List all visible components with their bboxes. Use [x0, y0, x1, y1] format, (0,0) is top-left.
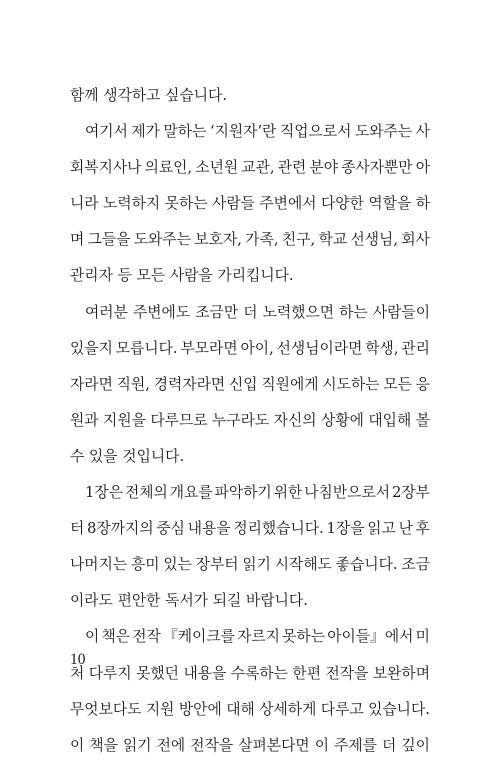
text-word: 하	[415, 195, 430, 213]
text-word: 모릅니다.	[115, 339, 178, 357]
text-word: 다루지	[88, 664, 132, 682]
text-word: 여러분	[85, 303, 128, 321]
text-line	[70, 511, 430, 547]
text-word: 아	[415, 159, 430, 177]
text-word: 자르지	[237, 628, 280, 646]
text-word: 읽기	[122, 736, 152, 754]
text-word: 있을지	[70, 339, 113, 357]
text-word: 다루므로	[150, 411, 208, 429]
text-word: 선생님,	[350, 231, 399, 249]
text-line	[70, 150, 430, 186]
text-word: 관리	[401, 339, 430, 357]
text-line	[70, 475, 430, 511]
text-word: 주변에서	[259, 195, 317, 213]
text-line-content: 관리자 등 모든 사람을 가리킵니다.	[70, 267, 294, 285]
text-word: 상황에	[321, 411, 364, 429]
text-line	[70, 583, 430, 619]
text-word: 부모라면	[180, 339, 238, 357]
text-line	[70, 547, 430, 583]
text-word: 무엇보다도	[70, 700, 142, 718]
text-word: 2장부	[391, 484, 430, 502]
text-word: 1장은	[85, 484, 124, 502]
text-word: 직업으로서	[279, 123, 352, 141]
text-word: 좋습니다.	[335, 556, 398, 574]
text-word: 정리했습니다.	[233, 520, 324, 538]
text-word: 학생,	[365, 339, 399, 357]
text-word: 깊이	[401, 736, 430, 754]
text-word: 원과	[70, 411, 99, 429]
text-word: 미	[415, 628, 430, 646]
text-word: 종사자뿐만	[341, 159, 413, 177]
text-word: 며	[70, 231, 85, 249]
text-word: 그들을	[87, 231, 131, 249]
text-word: 분야	[309, 159, 338, 177]
text-word: 노력하지	[103, 195, 161, 213]
text-line	[70, 692, 430, 728]
text-word: 시작해도	[274, 556, 332, 574]
text-word: 내용을	[183, 664, 227, 682]
text-word: 전작을	[190, 736, 234, 754]
text-word: 조금만	[195, 303, 239, 321]
text-word: 읽기	[242, 556, 271, 574]
text-word: 경력자라면	[153, 375, 226, 393]
text-word: 못했던	[136, 664, 179, 682]
text-word: 응	[415, 375, 430, 393]
text-line	[70, 728, 430, 764]
text-word: 모든	[383, 375, 412, 393]
text-line	[70, 78, 430, 114]
text-word: 주변에도	[132, 303, 191, 321]
text-word: 다루고	[320, 700, 364, 718]
text-line-content: 함께 생각하고 싶습니다.	[70, 87, 228, 104]
text-line	[70, 331, 430, 367]
text-word: 지원을	[103, 411, 146, 429]
text-word: 회복지사나	[70, 159, 142, 177]
text-word: 터	[70, 520, 85, 538]
text-word: 소년원	[195, 159, 239, 177]
text-line	[70, 619, 430, 655]
text-line	[70, 222, 430, 258]
text-line-content: 수 있을 것입니다.	[70, 447, 185, 465]
text-word: 처	[70, 664, 85, 682]
text-word: 아이들』에서	[327, 628, 414, 646]
text-word: 의료인,	[144, 159, 193, 177]
text-word: 보완하며	[372, 664, 430, 682]
text-line	[70, 439, 430, 475]
text-word: 8장까지의	[87, 520, 154, 538]
text-word: 하는	[339, 303, 368, 321]
text-word: 방안에	[178, 700, 222, 718]
text-word: 직원,	[116, 375, 150, 393]
text-word: 개요를	[169, 484, 213, 502]
text-word: 회사	[401, 231, 430, 249]
text-word: 못하는	[164, 195, 208, 213]
text-line	[70, 258, 430, 294]
text-word: 전에	[156, 736, 186, 754]
text-word: 읽고	[367, 520, 396, 538]
text-word: 전작	[132, 628, 161, 646]
text-line	[70, 656, 430, 692]
text-word: 자신의	[273, 411, 317, 429]
text-word: 사람들이	[372, 303, 430, 321]
text-word: 교관,	[241, 159, 275, 177]
text-line	[70, 367, 430, 403]
text-word: 조금	[401, 556, 430, 574]
text-line-content: 이라도 편안한 독서가 되길 바랍니다.	[70, 592, 308, 610]
text-word: 1장을	[326, 520, 365, 538]
page-number: 10	[70, 651, 86, 668]
text-word: 볼	[415, 411, 430, 429]
text-line	[70, 295, 430, 331]
text-word: 역할을	[368, 195, 412, 213]
text-word: 이	[314, 736, 330, 754]
text-word: 아이,	[240, 339, 274, 357]
text-word: 자라면	[70, 375, 113, 393]
text-word: 나침반으로서	[304, 484, 391, 502]
text-word: 난	[398, 520, 413, 538]
text-word: 이	[70, 736, 85, 754]
text-word: 대해	[226, 700, 255, 718]
text-word: 여기서	[85, 123, 128, 141]
text-word: 흥미	[130, 556, 160, 574]
text-word: 있습니다.	[368, 700, 430, 718]
text-word: 더	[382, 736, 397, 754]
text-word: 내용을	[187, 520, 231, 538]
text-word: 직원에게	[261, 375, 319, 393]
text-word: 학교	[318, 231, 348, 249]
text-word: 가족,	[245, 231, 279, 249]
text-word: 도와주는	[354, 123, 413, 141]
text-word: 친구,	[281, 231, 316, 249]
text-word: 파악하기	[214, 484, 272, 502]
text-word: 지원	[145, 700, 175, 718]
text-word: 『케이크를	[162, 628, 235, 646]
text-word: 전체의	[124, 484, 168, 502]
text-word: 시도하는	[322, 375, 380, 393]
text-word: 니라	[70, 195, 99, 213]
text-word: 전작을	[325, 664, 369, 682]
text-word: 상세하게	[259, 700, 317, 718]
text-word: 제가	[131, 123, 160, 141]
text-word: 못하는	[282, 628, 326, 646]
text-word: 한편	[292, 664, 322, 682]
text-word: 수록하는	[230, 664, 288, 682]
text-word: 더	[243, 303, 258, 321]
text-word: 도와주는	[133, 231, 192, 249]
text-word: 후	[415, 520, 430, 538]
text-word: 보호자,	[194, 231, 242, 249]
text-word: 나머지는	[70, 556, 128, 574]
body-text	[70, 78, 430, 764]
text-word: 사람들	[212, 195, 255, 213]
text-word: 위한	[273, 484, 303, 502]
text-word: 신입	[229, 375, 258, 393]
text-word: 다양한	[321, 195, 364, 213]
text-word: 주제를	[334, 736, 377, 754]
text-word: 사	[415, 123, 430, 141]
text-word: 이	[85, 628, 100, 646]
text-word: 선생님이라면	[276, 339, 363, 357]
text-word: 장부터	[195, 556, 239, 574]
text-line	[70, 186, 430, 222]
text-word: 노력했으면	[262, 303, 335, 321]
text-word: 대입해	[368, 411, 412, 429]
text-word: 말하는	[163, 123, 207, 141]
text-line	[70, 114, 430, 150]
text-word: 책은	[101, 628, 131, 646]
text-word: 누구라도	[212, 411, 270, 429]
text-word: 관련	[277, 159, 307, 177]
text-word: 있는	[163, 556, 192, 574]
text-word: 중심	[156, 520, 185, 538]
text-word: 살펴본다면	[238, 736, 310, 754]
text-line	[70, 403, 430, 439]
text-word: 책을	[89, 736, 118, 754]
text-word: ‘지원자’란	[209, 123, 277, 141]
